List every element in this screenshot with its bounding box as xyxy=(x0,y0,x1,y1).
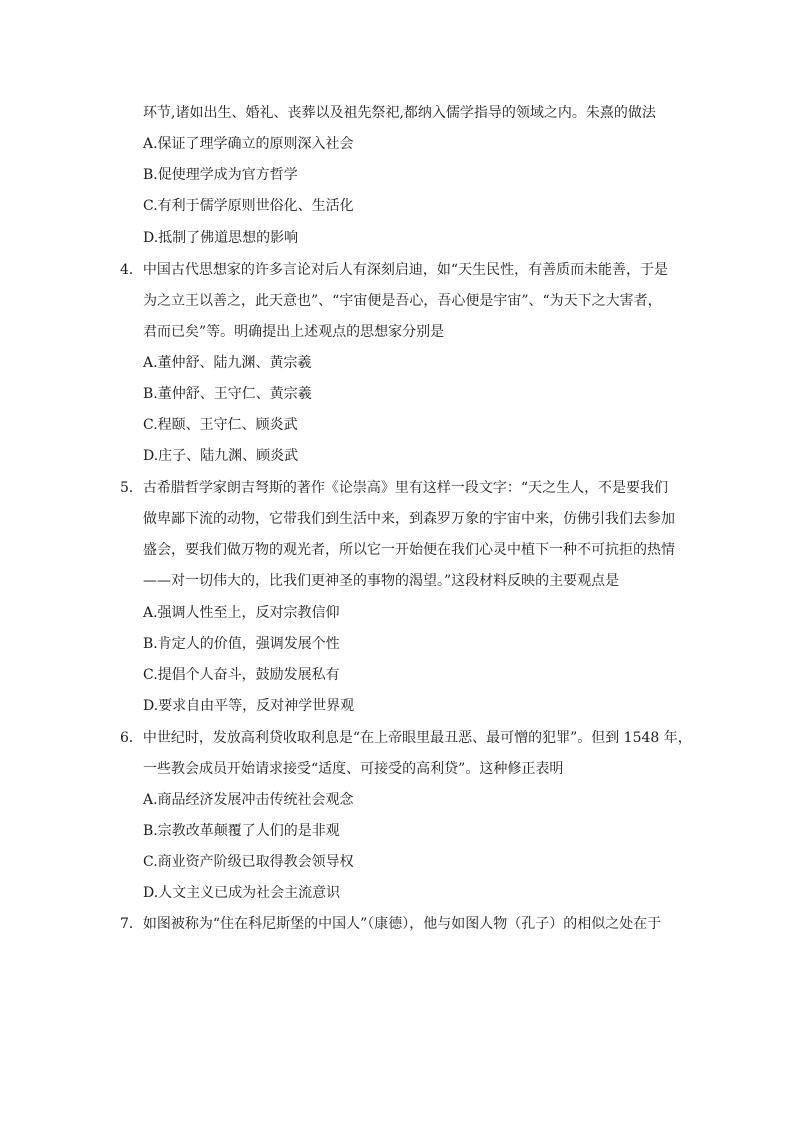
question-6-option-d: D.人文主义已成为社会主流意识 xyxy=(143,885,341,901)
question-5-line-4: ——对一切伟大的，比我们更神圣的事物的渴望。”这段材料反映的主要观点是 xyxy=(143,573,620,589)
question-4-option-d: D.庄子、陆九渊、顾炎武 xyxy=(143,448,299,464)
question-6-option-b: B.宗教改革颠覆了人们的是非观 xyxy=(143,823,340,839)
question-5-line-1: 5．古希腊哲学家朗吉弩斯的著作《论崇高》里有这样一段文字：“天之生人，不是要我们 xyxy=(120,480,669,496)
question-text-line: 环节,诸如出生、婚礼、丧葬以及祖先祭祀,都纳入儒学指导的领域之内。朱熹的做法 xyxy=(143,105,656,121)
question-6-line-2: 一些教会成员开始请求接受“适度、可接受的高利贷”。这种修正表明 xyxy=(143,761,564,777)
question-4-option-c: C.程颐、王守仁、顾炎武 xyxy=(143,417,298,433)
question-5-line-3: 盛会，要我们做万物的观光者，所以它一开始便在我们心灵中植下一种不可抗拒的热情 xyxy=(143,542,675,558)
question-5-option-a: A.强调人性至上，反对宗教信仰 xyxy=(143,605,340,621)
question-7-line-1: 7．如图被称为“住在科尼斯堡的中国人”（康德），他与如图人物（孔子）的相似之处在于 xyxy=(120,916,662,932)
question-4-option-a: A.董仲舒、陆九渊、黄宗羲 xyxy=(143,355,312,371)
question-5-line-2: 做卑鄙下流的动物，它带我们到生活中来，到森罗万象的宇宙中来，仿佛引我们去参加 xyxy=(143,511,675,527)
option-b: B.促使理学成为官方哲学 xyxy=(143,167,298,183)
question-6-line-1: 6．中世纪时，发放高利贷收取利息是“在上帝眼里最丑恶、最可憎的犯罪”。但到 1548 年， xyxy=(120,730,692,746)
question-4-option-b: B.董仲舒、王守仁、黄宗羲 xyxy=(143,386,312,402)
question-6-option-c: C.商业资产阶级已取得教会领导权 xyxy=(143,854,354,870)
question-5-option-d: D.要求自由平等，反对神学世界观 xyxy=(143,698,355,714)
question-5-option-b: B.肯定人的价值，强调发展个性 xyxy=(143,636,340,652)
question-5-option-c: C.提倡个人奋斗，鼓励发展私有 xyxy=(143,667,340,683)
option-a: A.保证了理学确立的原则深入社会 xyxy=(143,136,354,152)
question-4-line-1: 4．中国古代思想家的许多言论对后人有深刻启迪，如“天生民性，有善质而未能善，于是 xyxy=(120,262,669,278)
option-c: C.有利于儒学原则世俗化、生活化 xyxy=(143,198,354,214)
question-4-line-2: 为之立王以善之，此天意也”、“宇宙便是吾心，吾心便是宇宙”、“为天下之大害者， xyxy=(143,293,662,309)
question-4-line-3: 君而已矣”等。明确提出上述观点的思想家分别是 xyxy=(143,324,445,340)
question-6-option-a: A.商品经济发展冲击传统社会观念 xyxy=(143,792,354,808)
option-d: D.抵制了佛道思想的影响 xyxy=(143,230,299,246)
